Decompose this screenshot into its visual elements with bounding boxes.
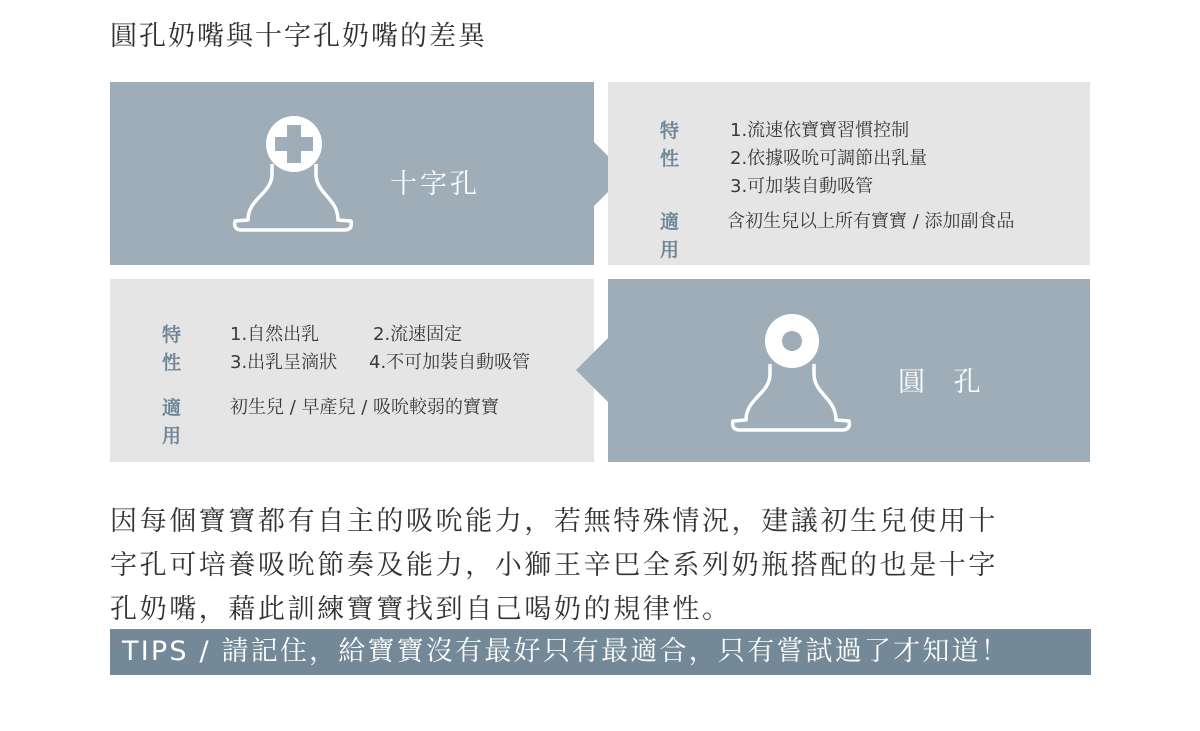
round-hole-label: 圓 孔: [898, 367, 991, 398]
paragraph-line: 字孔可培養吸吮節奏及能力，小獅王辛巴全系列奶瓶搭配的也是十字: [110, 550, 998, 581]
suitable-key: 適 用: [660, 211, 685, 261]
features-key: 特 性: [162, 324, 187, 374]
tips-banner: [110, 629, 1091, 675]
feature-item: 2.流速固定: [373, 324, 463, 345]
tips-text: TIPS / 請記住，給寶寶沒有最好只有最適合，只有嘗試過了才知道！: [122, 636, 1010, 667]
feature-item: 1.流速依寶寶習慣控制: [730, 120, 910, 141]
description-paragraph: [110, 500, 1100, 632]
suitable-text: 含初生兒以上所有寶寶 / 添加副食品: [727, 211, 1015, 232]
feature-item: 3.出乳呈滴狀: [230, 352, 338, 373]
feature-item: 2.依據吸吮可調節出乳量: [730, 148, 928, 169]
paragraph-line: 孔奶嘴，藉此訓練寶寶找到自己喝奶的規律性。: [110, 594, 732, 625]
suitable-key: 適 用: [162, 397, 187, 447]
nipple-round-icon: [730, 308, 854, 434]
nipple-cross-icon: [232, 108, 356, 234]
feature-item: 1.自然出乳: [230, 324, 320, 345]
arrow-left-icon: [576, 338, 608, 402]
cross-hole-label: 十字孔: [390, 169, 480, 200]
feature-item: 4.不可加裝自動吸管: [369, 352, 531, 373]
features-key: 特 性: [660, 120, 685, 170]
feature-item: 3.可加裝自動吸管: [730, 176, 874, 197]
suitable-text: 初生兒 / 早產兒 / 吸吮較弱的寶寶: [230, 397, 500, 418]
paragraph-line: 因每個寶寶都有自主的吸吮能力，若無特殊情況，建議初生兒使用十: [110, 506, 998, 537]
page-title: 圓孔奶嘴與十字孔奶嘴的差異: [110, 21, 487, 52]
